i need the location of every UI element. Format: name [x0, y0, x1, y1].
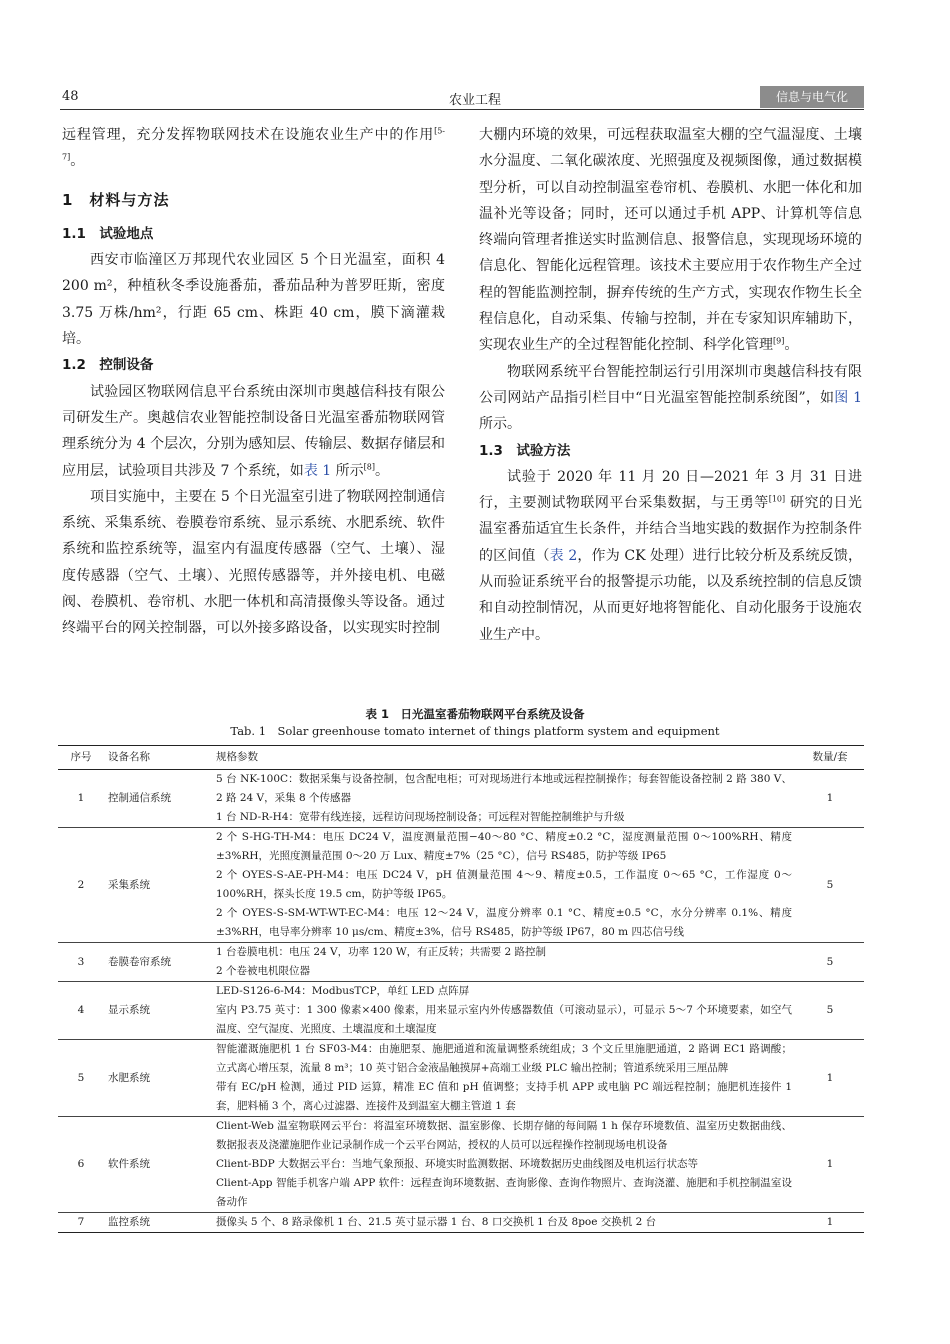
paragraph-control-equipment: 试验园区物联网信息平台系统由深圳市奥越信科技有限公司研发生产。奥越信农业智能控制设备日光温室番茄物联网管理系统分为 4 个层次，分别为感知层、传输层、数据存储层和应用层，试验项目共涉及 7 个系统，如表 1 所示[8]。	[62, 383, 445, 479]
table-row	[58, 982, 864, 1040]
system-name: 采集系统	[104, 828, 212, 943]
table-row	[58, 770, 864, 828]
citation[interactable]: [5-7]	[62, 126, 445, 162]
row-number: 4	[58, 982, 104, 1040]
citation[interactable]: [9]	[773, 336, 785, 346]
spec-line: Client-BDP 大数据云平台：当地气象预报、环境实时监测数据、环境数据历史曲线图及电机运行状态等	[216, 1158, 699, 1170]
section-heading-1: 1 材料与方法	[62, 190, 170, 209]
spec-line: 带有 EC/pH 检测，通过 PID 运算，精准 EC 值和 pH 值调整；支持手机 APP 或电脑 PC 端远程控制；施肥机连接件 1 套，肥料桶 3 个，离心过滤器、连接件及到温室大棚主管道 1 套	[216, 1081, 792, 1112]
header-rule	[60, 109, 864, 110]
spec-line: LED-S126-6-M4：ModbusTCP，单红 LED 点阵屏	[216, 985, 470, 997]
table-row	[58, 1040, 864, 1117]
table-1-link[interactable]: 表 1	[303, 462, 332, 479]
table-caption-en: Tab. 1 Solar greenhouse tomato internet of things platform system and equipment	[230, 724, 720, 738]
section-heading-1-1: 1.1 试验地点	[62, 225, 154, 242]
quantity: 1	[796, 1040, 864, 1117]
header-qty: 数量/套	[796, 746, 864, 770]
spec-cell	[212, 943, 796, 982]
table-row	[58, 828, 864, 943]
paragraph-platform: 物联网系统平台智能控制运行引用深圳市奥越信科技有限公司网站产品指引栏目中“日光温室智能控制系统图”，如图 1 所示。	[479, 363, 862, 433]
quantity: 5	[796, 982, 864, 1040]
row-number: 1	[58, 770, 104, 828]
spec-cell	[212, 1117, 796, 1213]
paragraph-implementation: 项目实施中，主要在 5 个日光温室引进了物联网控制通信系统、采集系统、卷膜卷帘系统、显示系统、水肥系统、软件系统和监控系统等，温室内有温度传感器（空气、土壤）、湿度传感器（空气、土壤）、光照传感器等，并外接电机、电磁阀、卷膜机、卷帘机、水肥一体机和高清摄像头等设备。通过终端平台的网关控制器，可以外接多路设备，以实现实时控制	[62, 488, 445, 637]
spec-line: 2 个 OYES-S-AE-PH-M4：电压 DC24 V，pH 值测量范围 4～9、精度±0.5，工作温度 0～65 °C，工作湿度 0～100%RH，探头长度 19.5 cm，防护等级 IP65。	[216, 869, 792, 900]
system-name: 控制通信系统	[104, 770, 212, 828]
table-row	[58, 943, 864, 982]
quantity: 1	[796, 770, 864, 828]
system-name: 软件系统	[104, 1117, 212, 1213]
figure-1-link[interactable]: 图 1	[834, 389, 862, 406]
left-column	[62, 122, 445, 642]
spec-line: 室内 P3.75 英寸：1 300 像素×400 像素，用来显示室内外传感器数值（可滚动显示），可显示 5～7 个环境要素，如空气温度、空气湿度、光照度、土壤温度和土壤湿度	[216, 1004, 792, 1035]
right-column	[479, 122, 862, 648]
header-name: 设备名称	[104, 746, 212, 770]
spec-cell	[212, 1213, 796, 1233]
spec-line: 2 个卷被电机限位器	[216, 965, 311, 977]
table-row	[58, 1117, 864, 1213]
section-heading-1-3: 1.3 试验方法	[479, 442, 571, 459]
table-caption-cn: 表 1 日光温室番茄物联网平台系统及设备	[365, 707, 585, 721]
header-no: 序号	[58, 746, 104, 770]
quantity: 1	[796, 1117, 864, 1213]
spec-cell	[212, 982, 796, 1040]
row-number: 7	[58, 1213, 104, 1233]
spec-line: Client-Web 温室物联网云平台：将温室环境数据、温室影像、长期存储的每间隔 1 h 保存环境数值、温室历史数据曲线、数据报表及浇灌施肥作业记录制作成一个云平台网站，授权的人员可以远程操作控制现场电机设备	[216, 1120, 792, 1151]
table-2-link[interactable]: 表 2	[549, 547, 578, 564]
quantity: 5	[796, 828, 864, 943]
paragraph-test-site: 西安市临潼区万邦现代农业园区 5 个日光温室，面积 4 200 m²，种植秋冬季设施番茄，番茄品种为普罗旺斯，密度 3.75 万株/hm²，行距 65 cm、株距 40 cm，膜下滴灌栽培。	[62, 252, 445, 348]
spec-line: 智能灌溉施肥机 1 台 SF03-M4：由施肥泵、施肥通道和流量调整系统组成；3 个文丘里施肥通道，2 路调 EC1 路调酸；立式离心增压泵，流量 8 m³；10 英寸铝合金液晶触摸屏+高端工业级 PLC 输出控制；管道系统采用三厘品牌	[216, 1043, 792, 1074]
journal-title: 农业工程	[448, 93, 501, 108]
spec-line: 摄像头 5 个、8 路录像机 1 台、21.5 英寸显示器 1 台、8 口交换机 1 台及 8poe 交换机 2 台	[216, 1216, 657, 1228]
system-name: 卷膜卷帘系统	[104, 943, 212, 982]
paragraph-intro-end: 远程管理，充分发挥物联网技术在设施农业生产中的作用[5-7]。	[62, 126, 445, 170]
row-number: 5	[58, 1040, 104, 1117]
spec-line: 5 台 NK-100C：数据采集与设备控制，包含配电柜；可对现场进行本地或远程控制操作；每套智能设备控制 2 路 380 V、2 路 24 V，采集 8 个传感器	[216, 773, 792, 804]
row-number: 6	[58, 1117, 104, 1213]
spec-line: Client-App 智能手机客户端 APP 软件：远程查询环境数据、查询影像、查询作物照片、查询浇灌、施肥和手机控制温室设备动作	[216, 1177, 792, 1208]
system-name: 显示系统	[104, 982, 212, 1040]
section-tag: 信息与电气化	[760, 86, 864, 108]
citation[interactable]: [8]	[363, 461, 375, 471]
equipment-table	[58, 745, 864, 1233]
system-name: 监控系统	[104, 1213, 212, 1233]
table-body	[58, 770, 864, 1233]
spec-cell	[212, 828, 796, 943]
row-number: 3	[58, 943, 104, 982]
spec-cell	[212, 1040, 796, 1117]
spec-line: 2 个 S-HG-TH-M4：电压 DC24 V，温度测量范围−40～80 °C、精度±0.2 °C，湿度测量范围 0～100%RH、精度±3%RH，光照度测量范围 0～20 万 Lux、精度±7%（25 °C），信号 RS485，防护等级 IP65	[216, 831, 792, 862]
paragraph-realtime-control: 大棚内环境的效果，可远程获取温室大棚的空气温湿度、土壤水分温度、二氧化碳浓度、光照强度及视频图像，通过数据模型分析，可以自动控制温室卷帘机、卷膜机、水肥一体化和加温补光等设备；同时，还可以通过手机 APP、计算机等信息终端向管理者推送实时监测信息、报警信息，实现现场环境的信息化、智能化远程管理。该技术主要应用于农作物生产全过程的智能监测控制，摒弃传统的生产方式，实现农作物生长全程信息化，自动采集、传输与控制，并在专家知识库辅助下，实现农业生产的全过程智能化控制、科学化管理[9]。	[479, 127, 862, 354]
system-name: 水肥系统	[104, 1040, 212, 1117]
spec-cell	[212, 770, 796, 828]
spec-line: 1 台 ND-R-H4：宽带有线连接，远程访问现场控制设备；可远程对智能控制维护与升级	[216, 811, 625, 823]
quantity: 1	[796, 1213, 864, 1233]
spec-line: 1 台卷膜电机：电压 24 V，功率 120 W，有正反转；共需要 2 路控制	[216, 946, 547, 958]
quantity: 5	[796, 943, 864, 982]
paragraph-test-method: 试验于 2020 年 11 月 20 日—2021 年 3 月 31 日进行，主要测试物联网平台采集数据，与王勇等[10] 研究的日光温室番茄适宜生长条件，并结合当地实践的数据作为控制条件的区间值（表 2，作为 CK 处理）进行比较分析及系统反馈，从而验证系统平台的报警提示功能，以及系统控制的信息反馈和自动控制情况，从而更好地将智能化、自动化服务于设施农业生产中。	[479, 468, 863, 643]
table-header-row	[58, 746, 864, 770]
citation[interactable]: [10]	[768, 494, 786, 504]
page-number: 48	[62, 89, 79, 104]
table-row	[58, 1213, 864, 1233]
section-heading-1-2: 1.2 控制设备	[62, 357, 154, 374]
row-number: 2	[58, 828, 104, 943]
spec-line: 2 个 OYES-S-SM-WT-WT-EC-M4：电压 12～24 V，温度分辨率 0.1 °C、精度±0.5 °C，水分分辨率 0.1%、精度±3%RH，电导率分辨率 10 μs/cm、精度±3%，信号 RS485，防护等级 IP67，80 m 四芯信号线	[216, 907, 792, 938]
header-spec: 规格参数	[212, 746, 796, 770]
